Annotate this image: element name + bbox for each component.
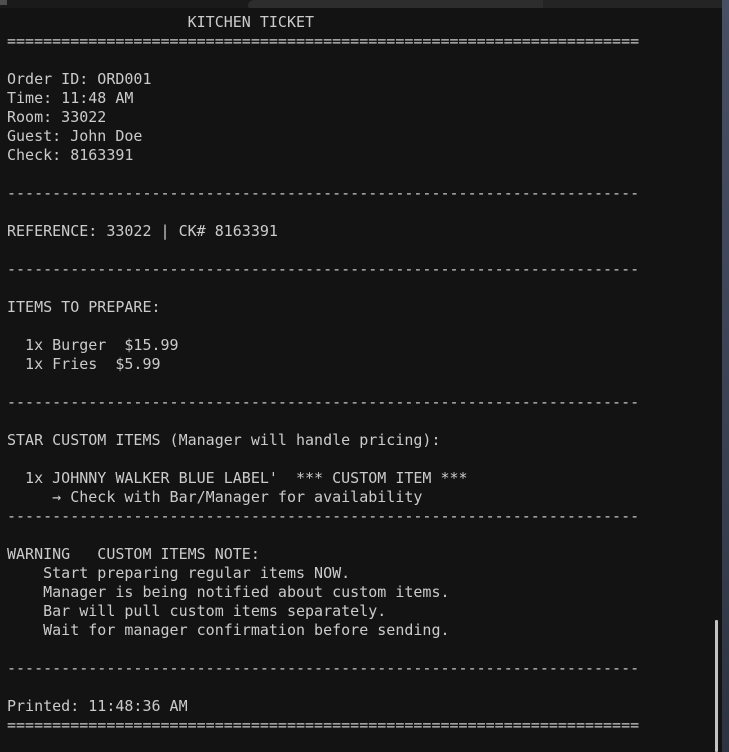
tab-strip-inactive-segment[interactable] xyxy=(543,0,722,8)
ticket-line xyxy=(7,51,639,70)
tab-strip-active-segment[interactable] xyxy=(248,0,543,8)
ticket-line xyxy=(7,412,639,431)
ticket-line: Guest: John Doe xyxy=(7,127,143,145)
ticket-line xyxy=(7,165,639,184)
ticket-line: Check: 8163391 xyxy=(7,146,134,164)
ticket-line xyxy=(7,640,639,659)
ticket-line: WARNING CUSTOM ITEMS NOTE: xyxy=(7,545,260,563)
ticket-line: ====================================================================== xyxy=(7,32,640,50)
terminal-scrollbar-thumb[interactable] xyxy=(715,620,718,752)
window-top-bar xyxy=(0,0,729,8)
ticket-line: Printed: 11:48:36 AM xyxy=(7,697,188,715)
kitchen-ticket-output xyxy=(7,13,639,735)
ticket-line xyxy=(7,678,639,697)
ticket-line: ---------------------------------------------------------------------- xyxy=(7,260,640,278)
editor-scrollbar-gutter xyxy=(722,0,729,752)
ticket-line: Room: 33022 xyxy=(7,108,107,126)
window-corner-fragment xyxy=(0,0,7,5)
ticket-line: Bar will pull custom items separately. xyxy=(7,602,387,620)
ticket-line: ---------------------------------------------------------------------- xyxy=(7,393,640,411)
ticket-line xyxy=(7,526,639,545)
ticket-line xyxy=(7,450,639,469)
ticket-line: Start preparing regular items NOW. xyxy=(7,564,351,582)
ticket-line: ITEMS TO PREPARE: xyxy=(7,298,161,316)
ticket-line: ---------------------------------------------------------------------- xyxy=(7,507,640,525)
ticket-line xyxy=(7,203,639,222)
ticket-line: ====================================================================== xyxy=(7,716,640,734)
ticket-line: STAR CUSTOM ITEMS (Manager will handle pricing): xyxy=(7,431,441,449)
ticket-line xyxy=(7,374,639,393)
ticket-line: ---------------------------------------------------------------------- xyxy=(7,184,640,202)
ticket-line: 1x Burger $15.99 xyxy=(7,336,179,354)
ticket-line: 1x JOHNNY WALKER BLUE LABEL' *** CUSTOM ITEM *** xyxy=(7,469,468,487)
ticket-line: ---------------------------------------------------------------------- xyxy=(7,659,640,677)
ticket-line: Wait for manager confirmation before sending. xyxy=(7,621,450,639)
ticket-line: → Check with Bar/Manager for availability xyxy=(7,488,423,506)
ticket-line xyxy=(7,317,639,336)
ticket-line: Order ID: ORD001 xyxy=(7,70,152,88)
ticket-line xyxy=(7,241,639,260)
ticket-line xyxy=(7,279,639,298)
ticket-line: REFERENCE: 33022 | CK# 8163391 xyxy=(7,222,278,240)
ticket-line: 1x Fries $5.99 xyxy=(7,355,161,373)
ticket-line: Manager is being notified about custom items. xyxy=(7,583,450,601)
ticket-line: Time: 11:48 AM xyxy=(7,89,134,107)
ticket-line: KITCHEN TICKET xyxy=(7,13,315,31)
